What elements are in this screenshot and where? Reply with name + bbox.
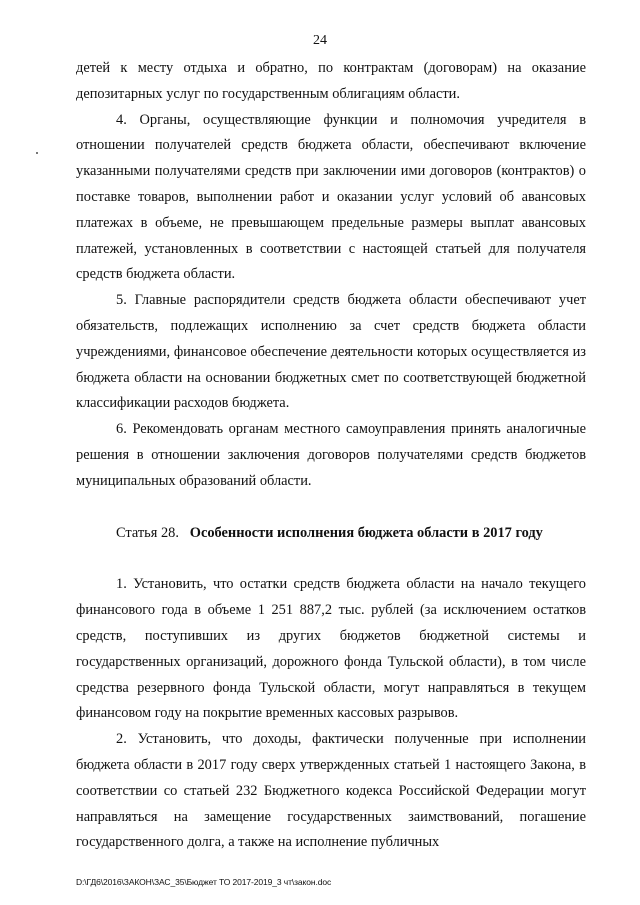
article-paragraph-1: 1. Установить, что остатки средств бюджета области на начало текущего финансового года в объеме 1 251 887,2 тыс. рублей (за исключением остатков средств, поступивших из других бюджетов бюджетной системы и государственных организаций, дорожного фонда Тульской области), в том числе средства резервного фонда Тульской области, могут направляться в текущем финансовом году на покрытие временных кассовых разрывов. <box>76 576 586 722</box>
article-title: Особенности исполнения бюджета области в 2017 году <box>189 524 543 541</box>
paragraph-continuation: детей к месту отдыха и обратно, по контрактам (договорам) на оказание депозитарных услуг по государственным облигациям области. <box>76 60 586 102</box>
article-paragraph-2: 2. Установить, что доходы, фактически полученные при исполнении бюджета области в 2017 году сверх утвержденных статьей 1 настоящего Закона, в соответствии со статьей 232 Бюджетного кодекса Российской Федерации могут направляться на замещение государственных заимствований, погашение государственного долга, а также на исполнение публичных <box>76 731 586 851</box>
margin-mark <box>36 152 38 154</box>
paragraph-6: 6. Рекомендовать органам местного самоуправления принять аналогичные решения в отношении заключения договоров получателями средств бюджетов муниципальных образований области. <box>76 421 586 489</box>
paragraph-4: 4. Органы, осуществляющие функции и полномочия учредителя в отношении получателей средств бюджета области, обеспечивают включение указанными получателями средств при заключении ими договоров (контрактов) о поставке товаров, выполнении работ и оказании услуг условий об авансовых платежах в объеме, не превышающем предельные размеры выплат авансовых платежей, установленных в соответствии с настоящей статьей для получателя средств бюджета области. <box>76 111 586 283</box>
page-number: 24 <box>313 33 327 48</box>
article-number: Статья 28. <box>116 524 179 541</box>
document-body <box>76 56 586 856</box>
file-path-footer: D:\ГД6\2016\ЗАКОН\ЗАС_35\Бюджет ТО 2017-2019_3 чт\закон.doc <box>76 877 332 887</box>
article-heading <box>76 521 586 547</box>
paragraph-5: 5. Главные распорядители средств бюджета области обеспечивают учет обязательств, подлежащих исполнению за счет средств бюджета области учреждениями, финансовое обеспечение деятельности которых осуществляется из бюджета области на основании бюджетных смет по соответствующей бюджетной классификации расходов бюджета. <box>76 292 586 412</box>
